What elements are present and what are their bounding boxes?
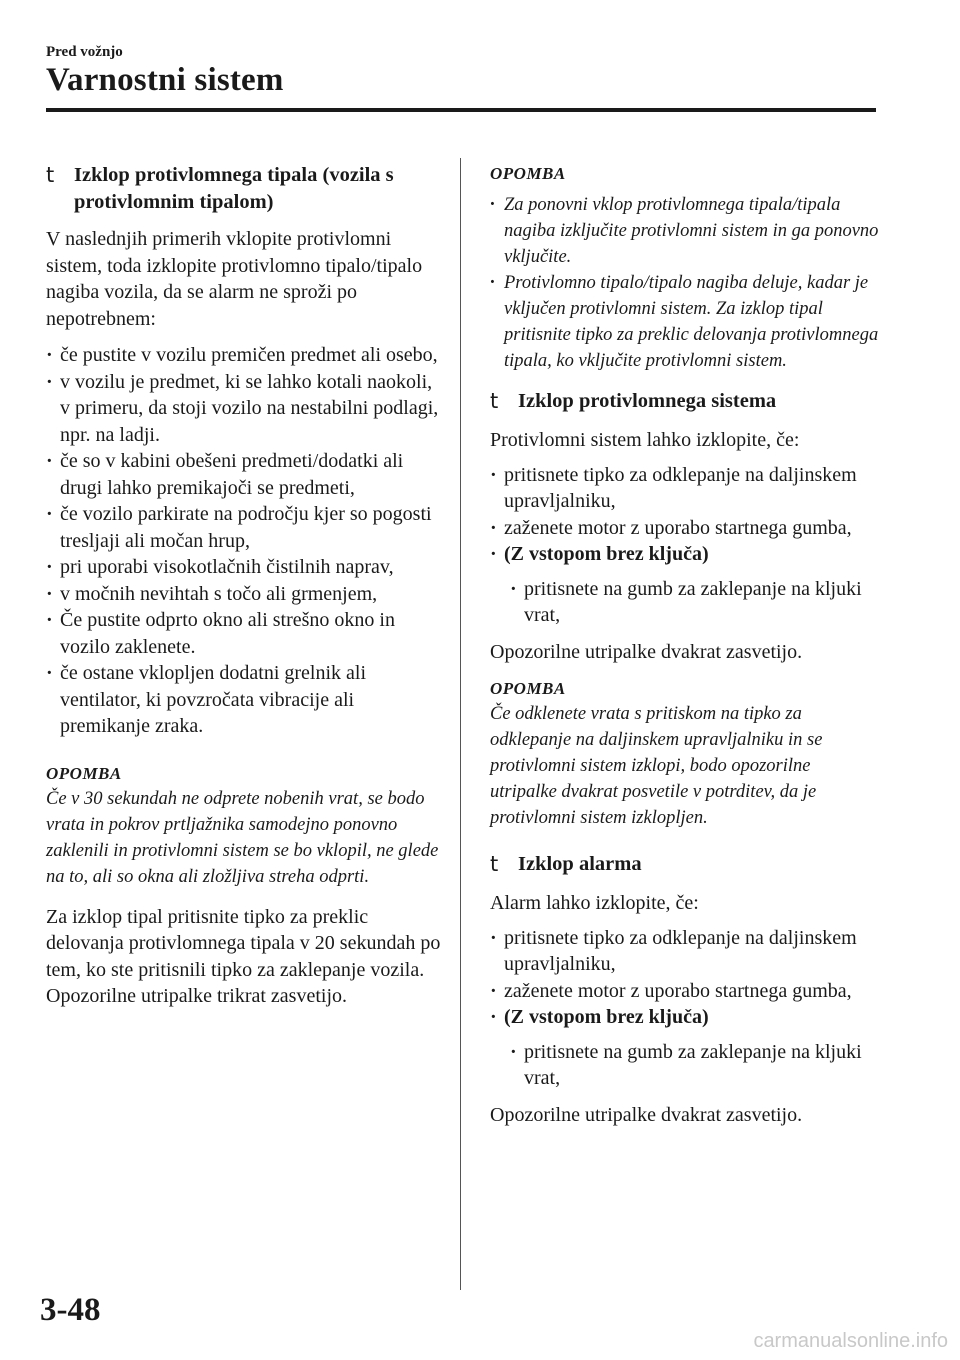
intro-paragraph: V naslednjih primerih vklopite protivlomni sistem, toda izklopite protivlomno tipalo/tipalo nagiba vozila, da se alarm ne sproži po nepotrebnem: xyxy=(46,228,423,330)
note-text: Če v 30 sekundah ne odprete nobenih vrat, se bodo vrata in pokrov prtljažnika samodejno ponovno zaklenili in protivlomni sistem se bo vklopil, ne glede na to, ali so okna ali zložljiva streha odprti. xyxy=(46,788,439,887)
list-item: · pritisnete na gumb za zaklepanje na kljuki vrat, xyxy=(510,1039,880,1092)
list-item: · pritisnete tipko za odklepanje na daljinskem upravljalniku, xyxy=(490,925,880,978)
heading-marker-icon: t xyxy=(490,852,499,876)
list-item: · (Z vstopom brez ključa) xyxy=(490,541,880,568)
heading-marker-icon: t xyxy=(490,389,499,413)
note-title: OPOMBA xyxy=(46,763,122,783)
section-heading-alarm-off xyxy=(490,851,880,878)
watermark: carmanualsonline.info xyxy=(753,1330,948,1352)
heading-marker-icon: t xyxy=(46,163,55,187)
heading-text: Izklop alarma xyxy=(518,853,642,875)
heading-text: Izklop protivlomnega sistema xyxy=(518,390,777,412)
result-paragraph: Opozorilne utripalke dvakrat zasvetijo. xyxy=(490,1103,803,1126)
list-item: · če vozilo parkirate na področju kjer so pogosti tresljaji ali močan hrup, xyxy=(46,501,442,554)
list-item: · če so v kabini obešeni predmeti/dodatki ali drugi lahko premikajoči se predmeti, xyxy=(46,448,442,501)
list-item: · v močnih nevihtah s točo ali grmenjem, xyxy=(46,581,442,608)
conditions-list xyxy=(490,925,880,1092)
section-heading-sensor-off xyxy=(46,162,442,216)
list-item: · v vozilu je predmet, ki se lahko kotali naokoli, v primeru, da stoji vozilo na nestabilni podlagi, npr. na ladji. xyxy=(46,369,442,449)
note-title: OPOMBA xyxy=(490,164,566,183)
list-item: · Če pustite odprto okno ali strešno okno in vozilo zaklenete. xyxy=(46,607,442,660)
list-item: · zaženete motor z uporabo startnega gumba, xyxy=(490,978,880,1005)
intro-paragraph: Alarm lahko izklopite, če: xyxy=(490,892,699,914)
section-heading-system-off xyxy=(490,388,880,415)
note-title: OPOMBA xyxy=(490,679,566,698)
list-item: · Za ponovni vklop protivlomnega tipala/tipala nagiba izključite protivlomni sistem in ga ponovno vključite. xyxy=(490,192,880,270)
left-column xyxy=(46,162,442,1010)
conditions-list xyxy=(490,462,880,629)
list-item: · pri uporabi visokotlačnih čistilnih naprav, xyxy=(46,554,442,581)
note-text: Če odklenete vrata s pritiskom na tipko za odklepanje na daljinskem upravljalniku in se protivlomni sistem izklopi, bodo opozorilne utripalke dvakrat posvetile v potrditev, da je protivlomni sistem izklopljen. xyxy=(490,704,823,828)
hazard-lights-note: Opozorilne utripalke trikrat zasvetijo. xyxy=(46,985,348,1007)
list-item: · pritisnete na gumb za zaklepanje na kljuki vrat, xyxy=(510,576,880,629)
intro-paragraph: Protivlomni sistem lahko izklopite, če: xyxy=(490,429,800,451)
cancel-instructions: Za izklop tipal pritisnite tipko za preklic delovanja protivlomnega tipala v 20 sekundah po tem, ko ste pritisnili tipko za zaklepanje vozila. xyxy=(46,905,441,981)
list-item: · Protivlomno tipalo/tipalo nagiba deluje, kadar je vključen protivlomni sistem. Za izklop tipal pritisnite tipko za preklic delovanja protivlomnega tipala, ko vključite protivlomni sistem. xyxy=(490,270,880,374)
list-item: · (Z vstopom brez ključa) xyxy=(490,1004,880,1031)
right-column xyxy=(490,162,880,1128)
column-divider xyxy=(460,158,461,1290)
list-item: · pritisnete tipko za odklepanje na daljinskem upravljalniku, xyxy=(490,462,880,515)
list-item: · če ostane vklopljen dodatni grelnik ali ventilator, ki povzročata vibracije ali premikanje zraka. xyxy=(46,660,442,740)
result-paragraph: Opozorilne utripalke dvakrat zasvetijo. xyxy=(490,640,803,663)
list-item: · zaženete motor z uporabo startnega gumba, xyxy=(490,515,880,542)
note-block-1 xyxy=(490,162,880,374)
header-rule xyxy=(46,108,876,112)
note-block xyxy=(46,762,442,890)
heading-text: Izklop protivlomnega tipala (vozila s protivlomnim tipalom) xyxy=(74,164,394,213)
list-item: · če pustite v vozilu premičen predmet ali osebo, xyxy=(46,342,442,369)
note-list xyxy=(490,192,880,374)
conditions-list xyxy=(46,342,442,740)
page-section-label: Pred vožnjo xyxy=(46,44,123,60)
page-number: 3-48 xyxy=(40,1292,101,1328)
note-block-2 xyxy=(490,677,880,831)
page-title: Varnostni sistem xyxy=(46,62,284,98)
